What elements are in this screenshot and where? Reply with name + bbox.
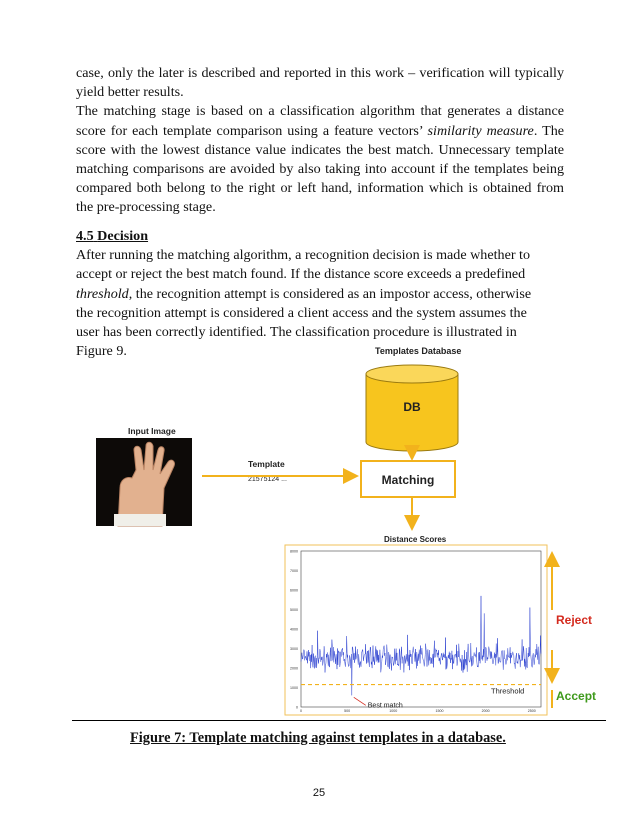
distance-scores-label: Distance Scores [384, 535, 447, 544]
best-match-label: Best match [367, 702, 403, 710]
x-tick-label: 1500 [435, 709, 444, 713]
section-heading: 4.5 Decision [76, 228, 149, 244]
accept-label: Accept [556, 689, 597, 703]
x-tick-label: 500 [344, 709, 351, 713]
paragraph-2: The matching stage is based on a classification algorithm that generates a distance score for each template comparison using a feature vectors’ similarity measure. The score with the lowest distance value indicates the best match. Unnecessary template matching comparisons are avoided by also taking into account if the templates being compared both belong to the right or left hand, information which is obtained from the pre-processing stage. [76, 103, 564, 216]
y-tick-label: 5000 [290, 608, 298, 612]
section-line-4: the recognition attempt is considered a client access and the system assumes the [76, 304, 527, 321]
y-tick-label: 0 [296, 705, 298, 710]
y-tick-label: 3000 [290, 647, 298, 651]
matching-label: Matching [381, 473, 435, 487]
db-label: DB [403, 400, 421, 414]
page-number: 25 [312, 787, 326, 799]
input-image-label: Input Image [128, 426, 176, 436]
section-line-5: user has been correctly identified. The classification procedure is illustrated in [76, 324, 517, 341]
figure-caption: Figure 7: Template matching against templates in a database. [130, 730, 506, 746]
plot-area [301, 551, 541, 710]
templates-db-label: Templates Database [375, 346, 462, 356]
caption-rule [72, 720, 606, 721]
section-line-1: After running the matching algorithm, a recognition decision is made whether to [76, 247, 531, 264]
y-tick-label: 4000 [290, 627, 298, 632]
x-tick-label: 0 [300, 709, 302, 713]
paragraph-1: case, only the later is described and reported in this work – verification will typically yield better results. [76, 65, 564, 101]
x-tick-label: 2500 [527, 709, 536, 713]
template-value: 21575124 ... [248, 476, 287, 483]
y-tick-label: 7000 [290, 569, 298, 573]
section-line-2: accept or reject the best match found. If the distance score exceeds a predefined [76, 266, 526, 283]
y-tick-label: 2000 [290, 666, 298, 671]
y-tick-label: 1000 [290, 686, 298, 690]
section-line-6: Figure 9. [76, 343, 127, 360]
y-tick-label: 6000 [290, 588, 298, 593]
y-tick-label: 8000 [290, 549, 298, 554]
x-tick-label: 2000 [481, 709, 490, 713]
reject-label: Reject [556, 613, 593, 627]
template-label: Template [248, 459, 285, 469]
threshold-label: Threshold [491, 686, 525, 696]
section-line-3: threshold, the recognition attempt is considered as an impostor access, otherwise [76, 285, 532, 302]
x-tick-label: 1000 [389, 709, 398, 713]
hand-image [96, 438, 192, 526]
